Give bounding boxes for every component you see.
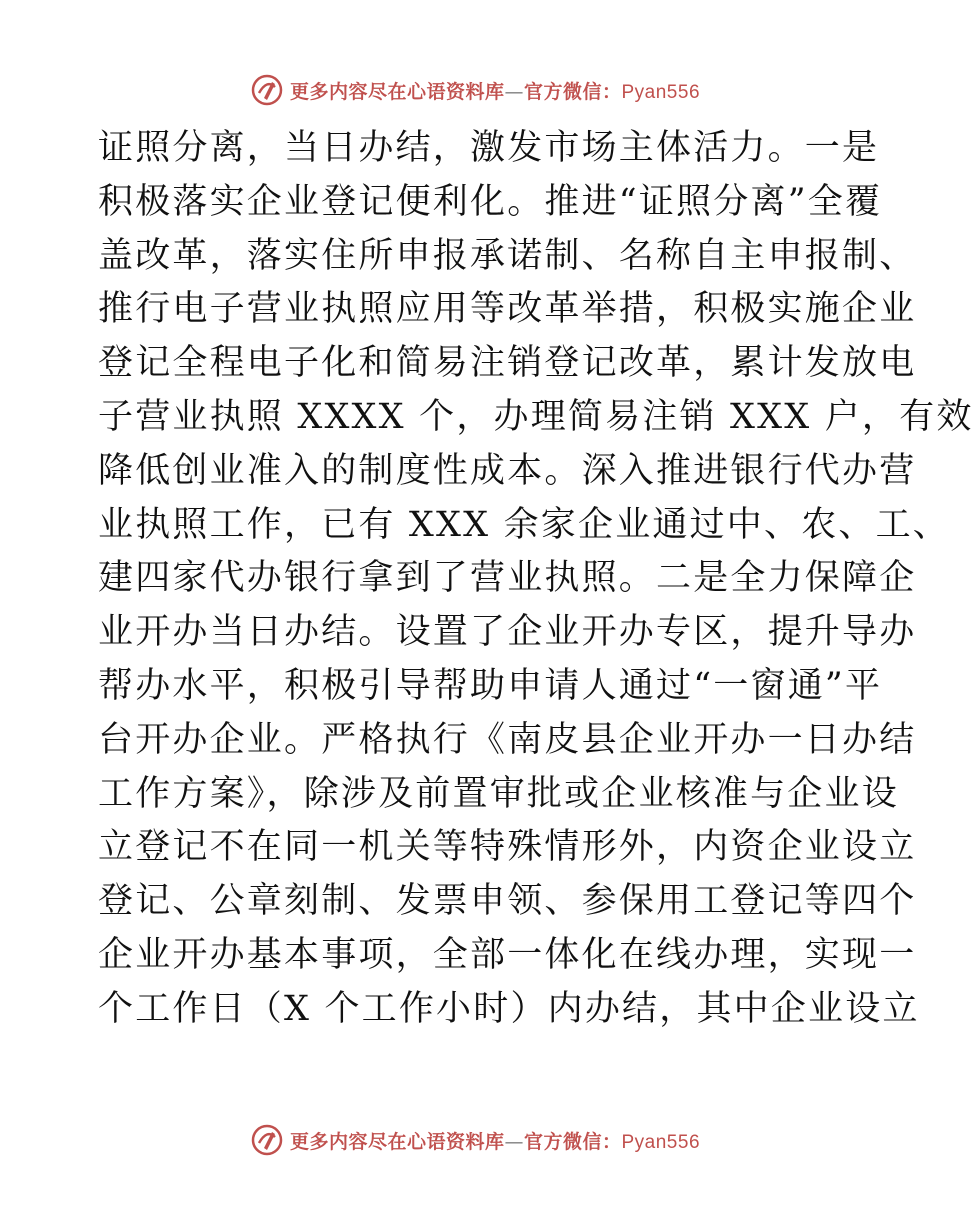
watermark-separator: —	[504, 80, 524, 103]
text-line: 台开办企业。严格执行《南皮县企业开办一日办结	[98, 719, 917, 760]
text-line: 登记全程电子化和简易注销登记改革，累计发放电	[98, 343, 917, 384]
text-line: 积极落实企业登记便利化。推进“证照分离”全覆	[98, 181, 883, 222]
text-line: 子营业执照 XXXX 个，办理简易注销 XXX 户，有效	[98, 396, 974, 437]
watermark-text	[290, 1127, 700, 1154]
watermark-text	[290, 77, 700, 104]
watermark-main: 更多内容尽在心语资料库	[289, 1130, 505, 1153]
text-line: 企业开办基本事项，全部一体化在线办理，实现一	[98, 934, 917, 975]
text-line: 立登记不在同一机关等特殊情形外，内资企业设立	[98, 827, 917, 868]
text-line: 降低创业准入的制度性成本。深入推进银行代办营	[98, 450, 917, 491]
watermark-wechat-id: Pyan556	[621, 1131, 701, 1153]
watermark-main: 更多内容尽在心语资料库	[289, 80, 505, 103]
text-line: 证照分离，当日办结，激发市场主体活力。一是	[98, 128, 880, 168]
text-line: 个工作日（X 个工作小时）内办结，其中企业设立	[98, 988, 920, 1029]
text-line: 业开办当日办结。设置了企业开办专区，提升导办	[98, 612, 917, 653]
footer-watermark	[0, 1120, 950, 1160]
document-body	[98, 122, 974, 1037]
brand-logo-icon	[250, 73, 284, 107]
header-watermark	[0, 70, 950, 110]
brand-logo-icon	[250, 1123, 284, 1157]
text-line: 帮办水平，积极引导帮助申请人通过“一窗通”平	[98, 665, 883, 706]
text-line: 业执照工作，已有 XXX 余家企业通过中、农、工、	[98, 504, 951, 545]
watermark-separator: —	[504, 1130, 524, 1153]
watermark-wechat-id: Pyan556	[621, 81, 701, 103]
text-line: 登记、公章刻制、发票申领、参保用工登记等四个	[98, 881, 917, 922]
text-line: 盖改革，落实住所申报承诺制、名称自主申报制、	[98, 235, 917, 276]
watermark-wechat-label: 官方微信：	[523, 80, 622, 103]
text-line: 推行电子营业执照应用等改革举措，积极实施企业	[98, 289, 917, 330]
text-line: 建四家代办银行拿到了营业执照。二是全力保障企	[98, 558, 917, 599]
watermark-wechat-label: 官方微信：	[523, 1130, 622, 1153]
text-line: 工作方案》，除涉及前置审批或企业核准与企业设	[98, 773, 899, 814]
